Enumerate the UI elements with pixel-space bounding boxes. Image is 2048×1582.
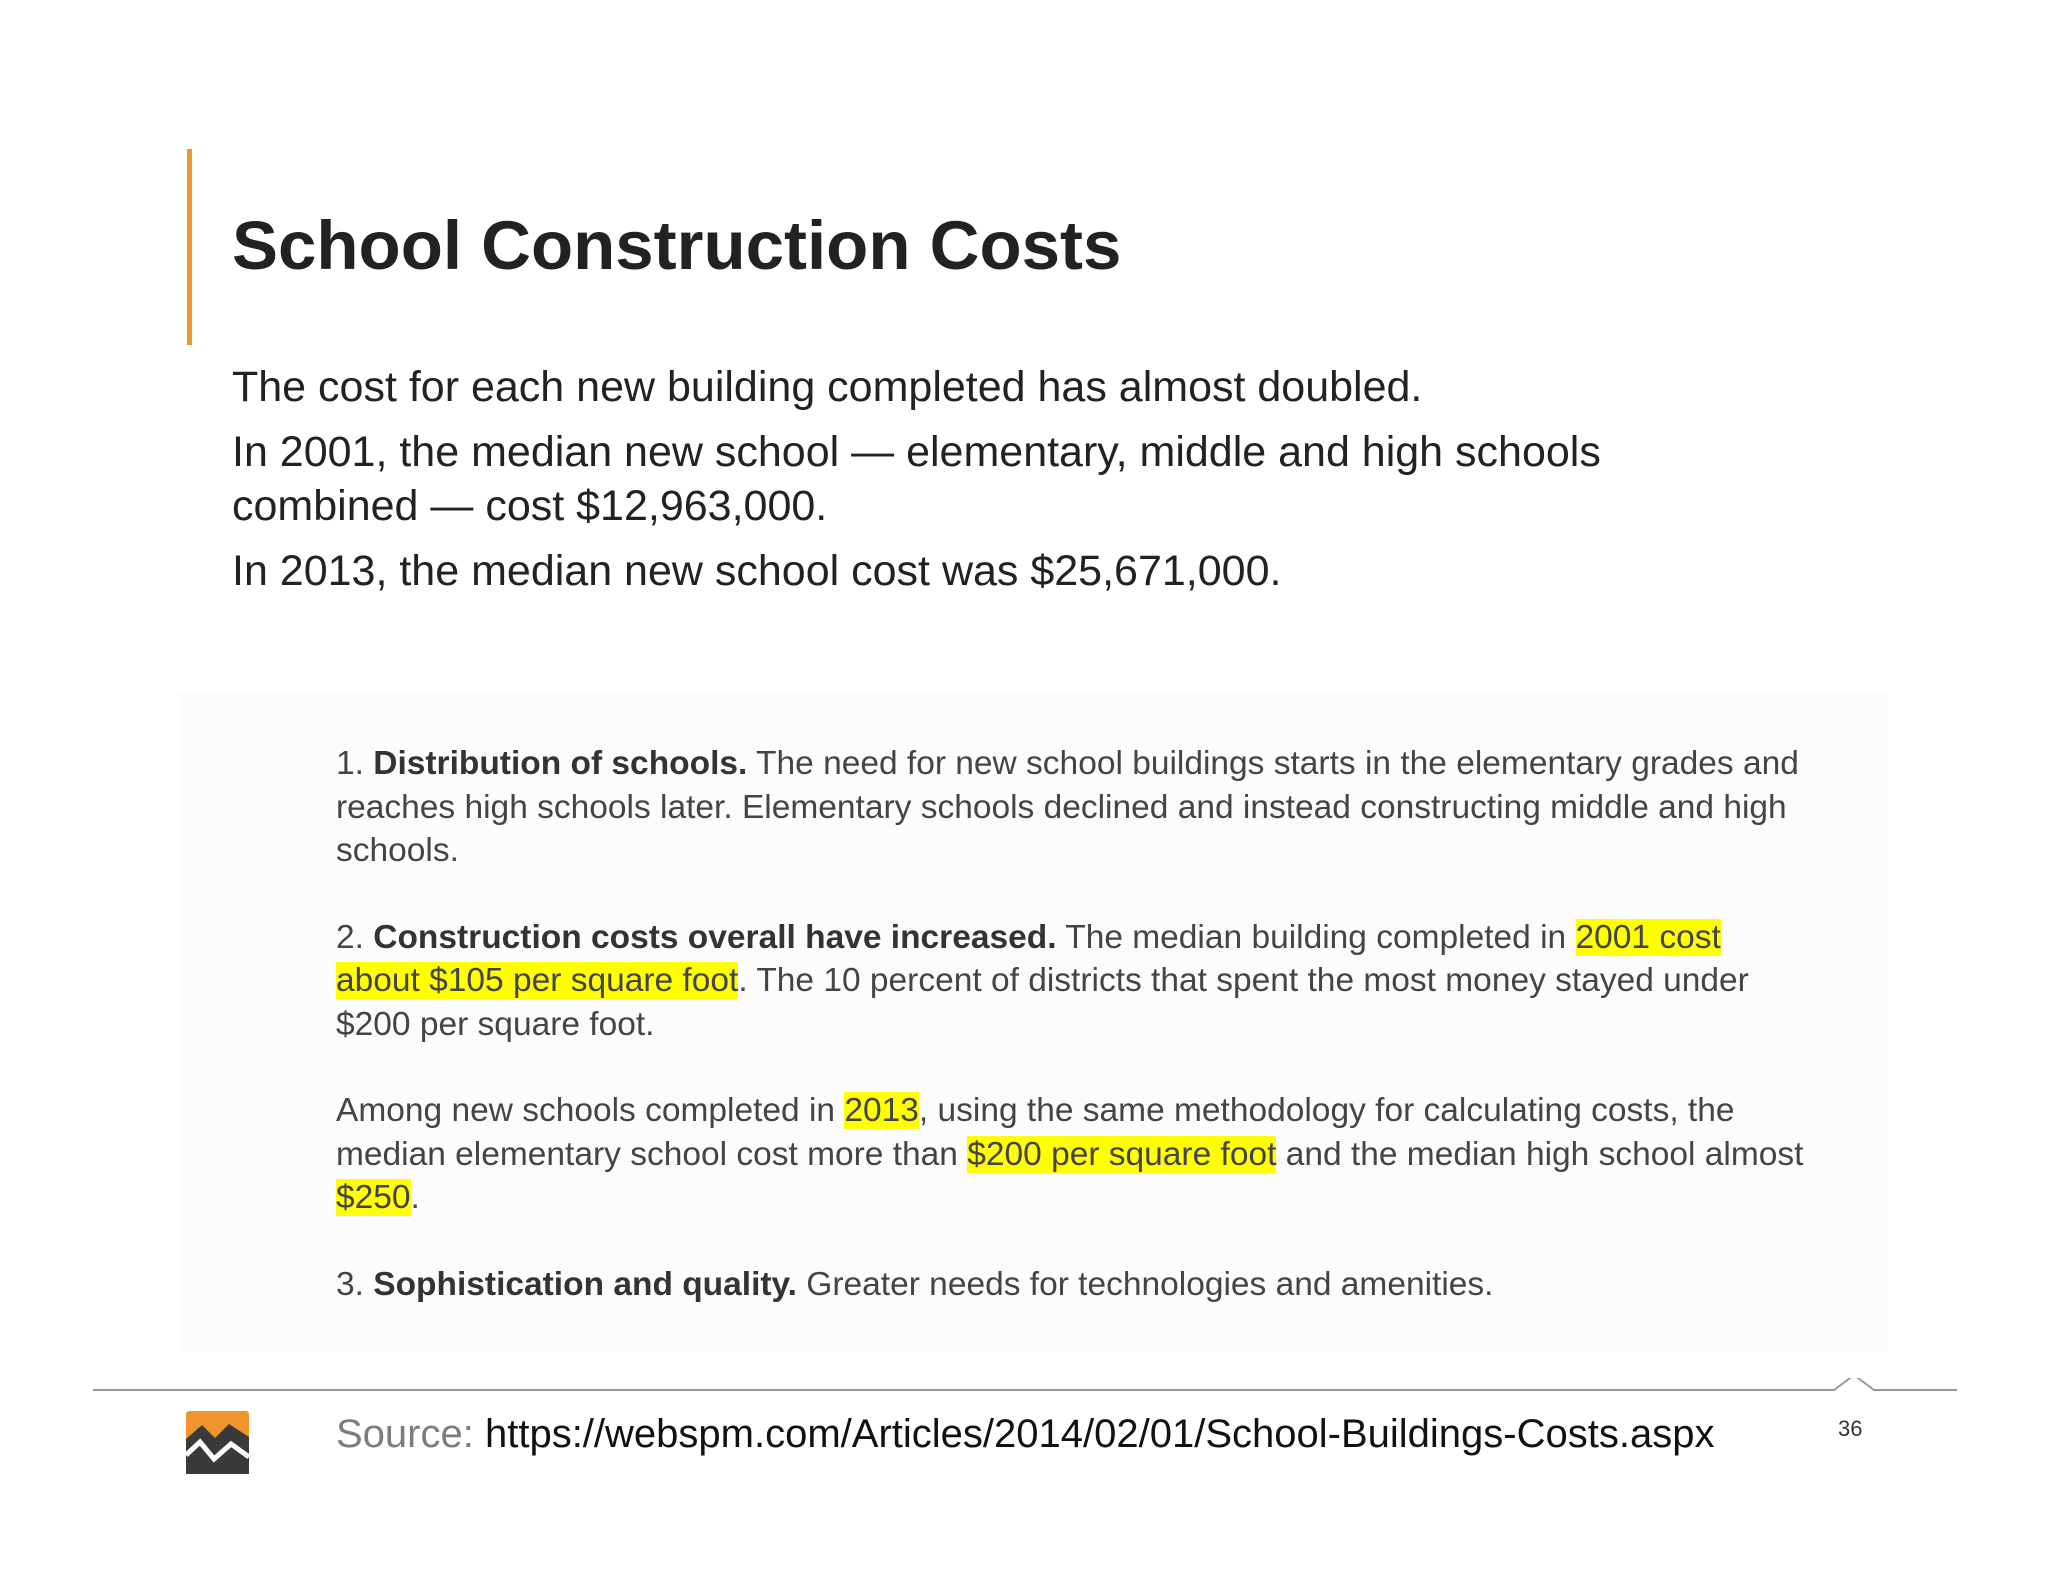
paragraph-text: . The 10 percent of districts that spent the most money stayed under $200 per square foot. (336, 962, 1749, 1043)
source-link[interactable]: https://webspm.com/Articles/2014/02/01/School-Buildings-Costs.aspx (484, 1412, 1715, 1456)
list-number: 2. (336, 918, 374, 956)
slide-title: School Construction Costs (232, 207, 1122, 284)
paragraph-text: . (410, 1179, 420, 1216)
list-number: 3. (336, 1265, 374, 1303)
title-accent-bar (187, 149, 192, 345)
intro-line-1: The cost for each new building completed has almost doubled. (232, 363, 1423, 411)
paragraph-heading: Sophistication and quality. (373, 1265, 797, 1303)
paragraph-text: and the median high school almost (1276, 1135, 1804, 1173)
excerpt-paragraph-costs (336, 916, 1806, 1047)
source-label: Source: (336, 1412, 485, 1456)
paragraph-text: Among new schools completed in (336, 1092, 845, 1129)
article-excerpt (336, 742, 1806, 1306)
intro-line-3: In 2013, the median new school cost was $25,671,000. (232, 547, 1282, 595)
paragraph-text: Greater needs for technologies and amenities. (797, 1265, 1494, 1303)
highlighted-text: 2001 cost about $105 per square foot (336, 918, 1721, 999)
intro-text (232, 360, 1792, 609)
highlighted-text: 2013 (844, 1092, 919, 1129)
mountain-chart-logo-icon (186, 1411, 249, 1474)
excerpt-paragraph-distribution (336, 742, 1806, 873)
paragraph-text: The need for new school buildings starts in the elementary grades and reaches high schools later. Elementary schools declined and instead constructing middle and high schools. (336, 745, 1799, 869)
paragraph-heading: Distribution of schools. (373, 745, 748, 782)
list-number: 1. (336, 745, 374, 782)
intro-line-2: In 2001, the median new school — elementary, middle and high schools combined — cost $12,963,000. (232, 428, 1601, 530)
source-citation (336, 1410, 1714, 1458)
excerpt-paragraph-sophistication (336, 1263, 1806, 1307)
page-number: 36 (1838, 1416, 1863, 1441)
paragraph-text: , using the same methodology for calculating costs, the median elementary school cost more than (336, 1092, 1735, 1173)
paragraph-heading: Construction costs overall have increased. (373, 918, 1057, 956)
paragraph-text: The median building completed in (1056, 918, 1576, 956)
highlighted-text: $250 (336, 1179, 411, 1216)
excerpt-paragraph-2013 (336, 1089, 1806, 1220)
highlighted-text: $200 per square foot (967, 1135, 1277, 1173)
